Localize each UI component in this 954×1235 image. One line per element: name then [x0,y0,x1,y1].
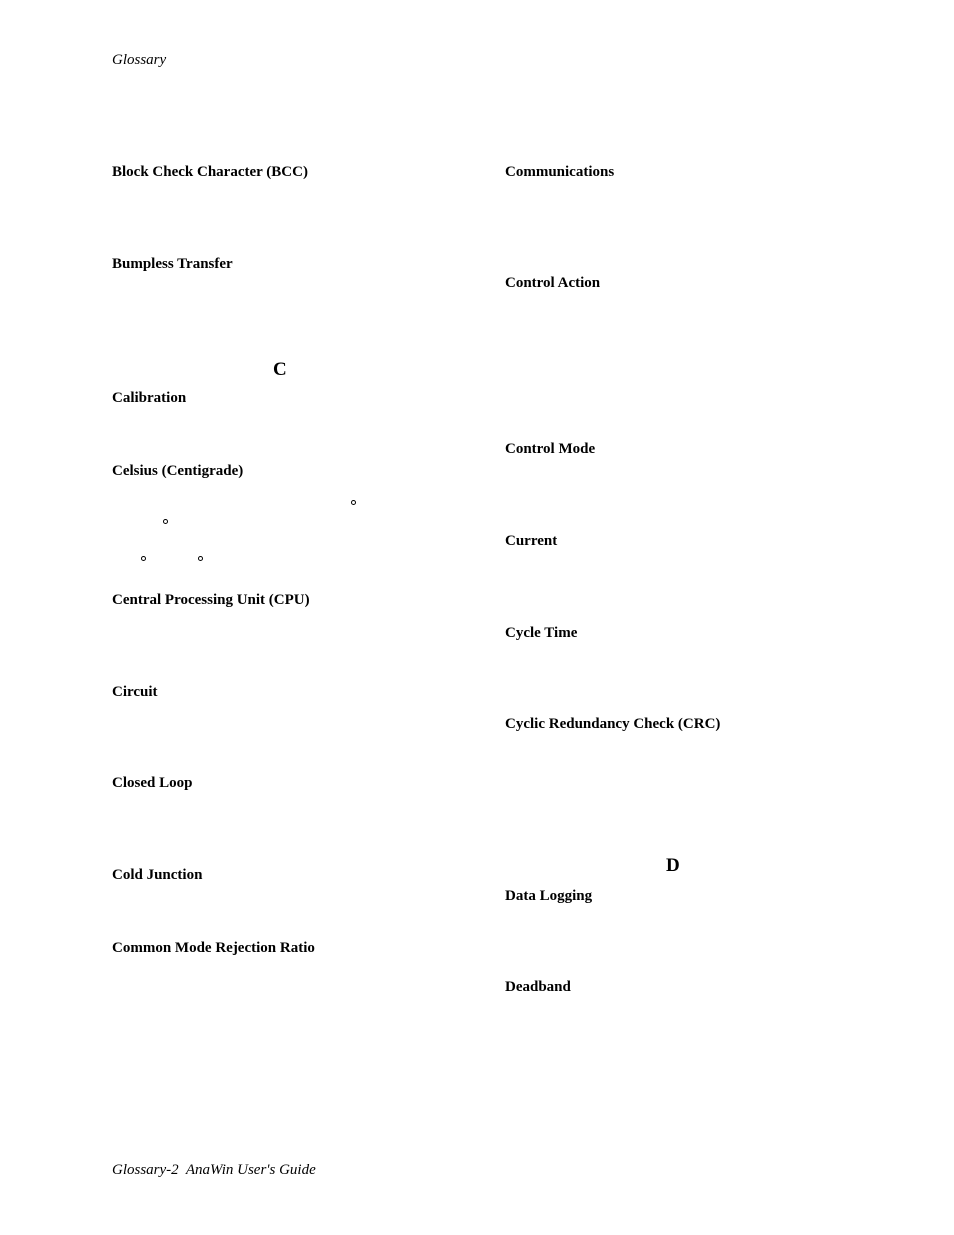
glossary-term: Cycle Time [505,625,578,641]
glossary-term: Deadband [505,979,571,995]
glossary-term: Control Action [505,275,601,291]
glossary-term: Control Mode [505,441,596,457]
page-footer: Glossary-2 AnaWin User's Guide [112,1162,316,1178]
glossary-term: Circuit [112,684,158,700]
glossary-term: Cold Junction [112,867,203,883]
glossary-term: Communications [505,164,615,180]
section-letter-d: D [666,855,680,876]
glossary-term: Central Processing Unit (CPU) [112,592,310,608]
degree-icon [351,500,356,505]
glossary-term: Current [505,533,558,549]
glossary-term: Calibration [112,390,187,406]
running-title: Glossary [112,52,167,68]
glossary-term: Common Mode Rejection Ratio [112,940,315,956]
glossary-term: Closed Loop [112,775,193,791]
degree-icon [198,556,203,561]
glossary-term: Block Check Character (BCC) [112,164,308,180]
glossary-term: Cyclic Redundancy Check (CRC) [505,716,721,732]
glossary-term: Data Logging [505,888,593,904]
glossary-term: Bumpless Transfer [112,256,233,272]
degree-icon [163,519,168,524]
degree-icon [141,556,146,561]
glossary-term: Celsius (Centigrade) [112,463,244,479]
section-letter-c: C [273,359,287,380]
